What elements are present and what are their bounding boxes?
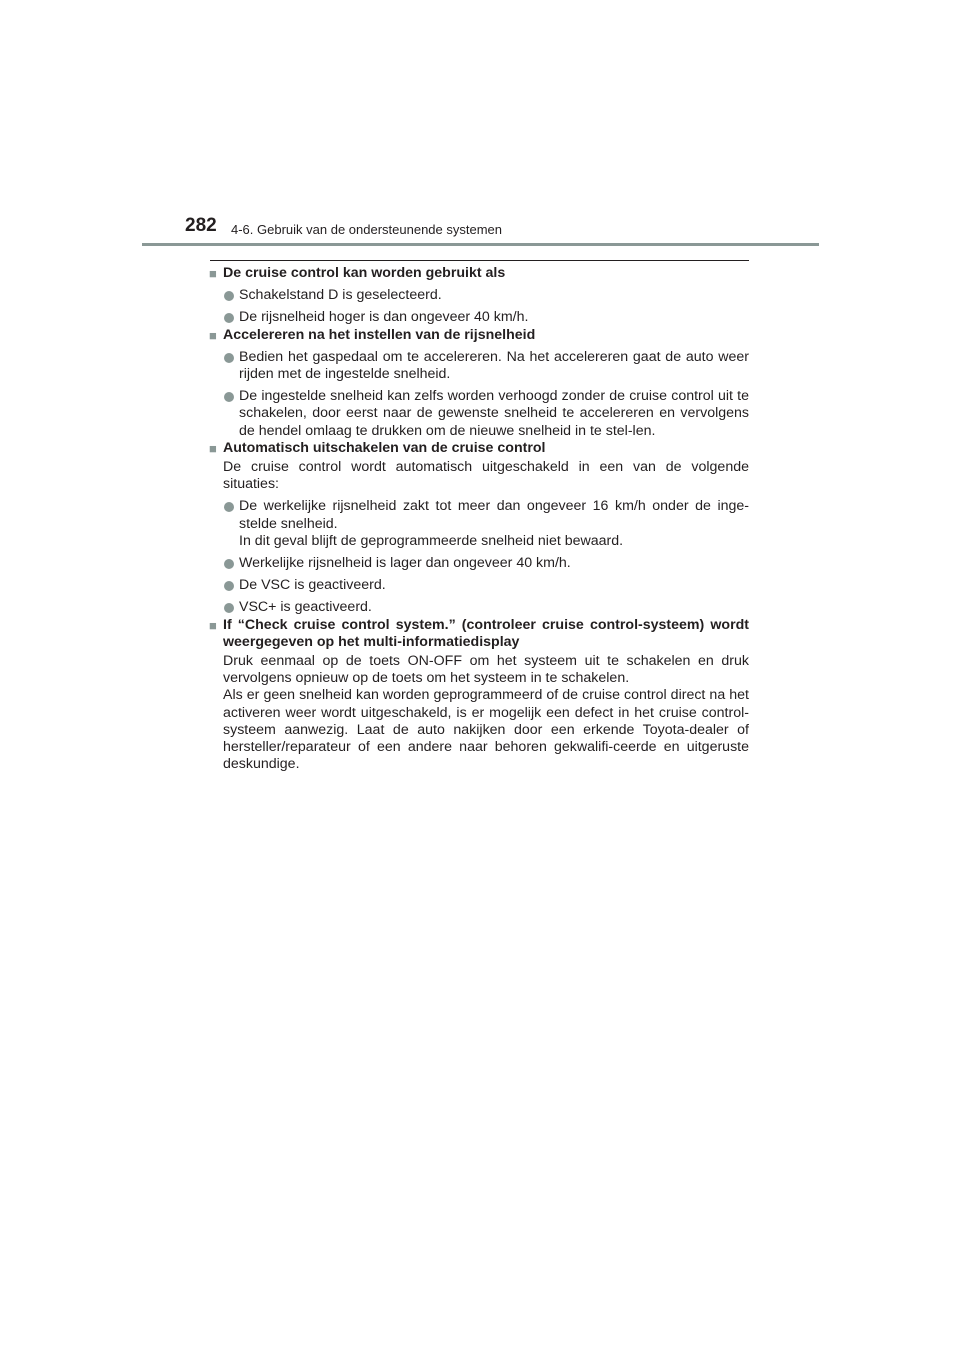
list-item: De rijsnelheid hoger is dan ongeveer 40 km/h. [209, 309, 749, 326]
list-item: Bedien het gaspedaal om te accelereren. Na het accelereren gaat de auto weer rijden met de ingestelde snelheid. [209, 349, 749, 383]
item-note: In dit geval blijft de geprogrammeerde snelheid niet bewaard. [239, 532, 624, 549]
round-bullet-icon [223, 599, 239, 616]
section-title: Accelereren na het instellen van de rijsnelheid [223, 326, 536, 343]
round-bullet-icon [223, 287, 239, 304]
square-bullet-icon: ■ [209, 327, 217, 343]
page-header [0, 0, 960, 250]
page-content [209, 265, 749, 773]
round-bullet-icon [223, 498, 239, 550]
round-bullet-icon [223, 555, 239, 572]
round-bullet-icon [223, 349, 239, 383]
list-item: Werkelijke rijsnelheid is lager dan ongeveer 40 km/h. [209, 555, 749, 572]
list-item: De ingestelde snelheid kan zelfs worden verhoogd zonder de cruise control uit te schakelen, door eerst naar de gewenste snelheid te accelereren en vervolgens de hendel omlaag te drukken om de nieuwe snelheid in te stel-len. [209, 388, 749, 440]
square-bullet-icon: ■ [209, 266, 217, 281]
section-usage-conditions [209, 265, 749, 327]
round-bullet-icon [223, 309, 239, 326]
round-bullet-icon [223, 388, 239, 440]
square-bullet-icon: ■ [209, 617, 217, 633]
paragraph: Druk eenmaal op de toets ON-OFF om het systeem uit te schakelen en druk vervolgens opnieuw op de toets om het systeem in te schakelen. Als er geen snelheid kan worden geprogrammeerd of de cruise control direct na het activeren weer wordt uitgeschakeld, is er mogelijk een defect in het cruise control-systeem aanwezig. Laat de auto nakijken door een erkende Toyota-dealer of hersteller/reparateur of een andere naar behoren gekwalifi-ceerde en uitgeruste deskundige. [223, 653, 749, 773]
list-item: De VSC is geactiveerd. [209, 577, 749, 594]
section-title: De cruise control kan worden gebruikt als [223, 265, 506, 281]
section-check-system-message [209, 617, 749, 774]
section-automatic-cancel [209, 440, 749, 617]
list-item: VSC+ is geactiveerd. [209, 599, 749, 616]
square-bullet-icon: ■ [209, 440, 217, 456]
section-rule [210, 260, 749, 261]
chapter-title: 4-6. Gebruik van de ondersteunende systemen [231, 222, 503, 237]
list-item: De werkelijke rijsnelheid zakt tot meer dan ongeveer 16 km/h onder de inge-stelde snelheid. In dit geval blijft de geprogrammeerde snelheid niet bewaard. [209, 498, 749, 550]
list-item: Schakelstand D is geselecteerd. [209, 287, 749, 304]
round-bullet-icon [223, 577, 239, 594]
section-intro: De cruise control wordt automatisch uitgeschakeld in een van de volgende situaties: [223, 459, 749, 493]
section-title: If “Check cruise control system.” (controleer cruise control-systeem) wordt weergegeven op het multi-informatiedisplay [223, 616, 749, 650]
section-title: Automatisch uitschakelen van de cruise control [223, 439, 546, 456]
header-rule [142, 243, 819, 246]
section-accelerating [209, 327, 749, 440]
page-number: 282 [185, 215, 217, 236]
